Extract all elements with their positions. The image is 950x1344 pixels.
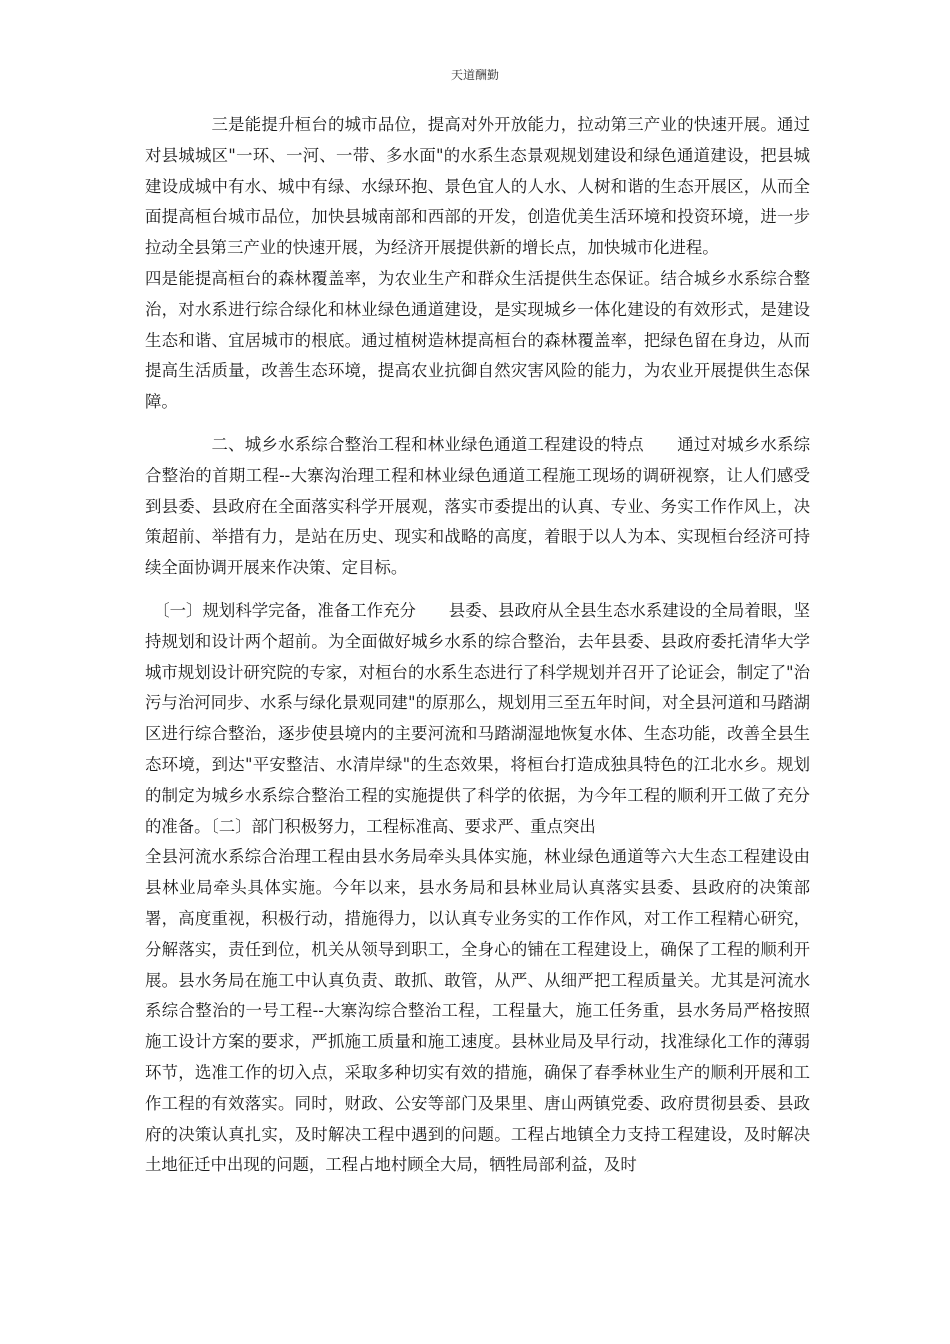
document-body — [145, 110, 810, 1181]
paragraph-planning: 〔一〕规划科学完备，准备工作充分 县委、县政府从全县生态水系建设的全局着眼，坚持规划和设计两个超前。为全面做好城乡水系的综合整治，去年县委、县政府委托清华大学城市规划设计研究院的专家，对桓台的水系生态进行了科学规划并召开了论证会，制定了"治污与治河同步、水系与绿化景观同建"的原那么，规划用三至五年时间，对全县河道和马踏湖区进行综合整治，逐步使县境内的主要河流和马踏湖湿地恢复水体、生态功能，改善全县生态环境，到达"平安整洁、水清岸绿"的生态效果，将桓台打造成独具特色的江北水乡。规划的制定为城乡水系综合整治工程的实施提供了科学的依据，为今年工程的顺利开工做了充分的准备。〔二〕部门积极努力，工程标准高、要求严、重点突出 — [145, 600, 810, 836]
page-header: 天道酬勤 — [450, 68, 499, 82]
paragraph-implementation: 全县河流水系综合治理工程由县水务局牵头具体实施，林业绿色通道等六大生态工程建设由县林业局牵头具体实施。今年以来，县水务局和县林业局认真落实县委、县政府的决策部署，高度重视，积极行动，措施得力，以认真专业务实的工作作风，对工作工程精心研究，分解落实，责任到位，机关从领导到职工，全身心的铺在工程建设上，确保了工程的顺利开展。县水务局在施工中认真负责、敢抓、敢管，从严、从细严把工程质量关。尤其是河流水系综合整治的一号工程--大寨沟综合整治工程，工程量大，施工任务重，县水务局严格按照施工设计方案的要求，严抓施工质量和施工速度。县林业局及早行动，找准绿化工作的薄弱环节，选准工作的切入点，采取多种切实有效的措施，确保了春季林业生产的顺利开展和工作工程的有效落实。同时，财政、公安等部门及果里、唐山两镇党委、政府贯彻县委、县政府的决策认真扎实，及时解决工程中遇到的问题。工程占地镇全力支持工程建设，及时解决土地征迁中出现的问题，工程占地村顾全大局，牺牲局部利益，及时 — [145, 847, 810, 1175]
paragraph-forest-coverage: 四是能提高桓台的森林覆盖率，为农业生产和群众生活提供生态保证。结合城乡水系综合整治，对水系进行综合绿化和林业绿色通道建设，是实现城乡一体化建设的有效形式，是建设生态和谐、宜居城市的根底。通过植树造林提高桓台的森林覆盖率，把绿色留在身边，从而提高生活质量，改善生态环境，提高农业抗御自然灾害风险的能力，为农业开展提供生态保障。 — [145, 268, 810, 412]
paragraph-city-quality: 三是能提升桓台的城市品位，提高对外开放能力，拉动第三产业的快速开展。通过对县城城区"一环、一河、一带、多水面"的水系生态景观规划建设和绿色通道建设，把县城建设成城中有水、城中有绿、水绿环抱、景色宜人的人水、人树和谐的生态开展区，从而全面提高桓台城市品位，加快县城南部和西部的开发，创造优美生活环境和投资环境，进一步拉动全县第三产业的快速开展，为经济开展提供新的增长点，加快城市化进程。 — [145, 115, 810, 258]
paragraph-project-features: 二、城乡水系综合整治工程和林业绿色通道工程建设的特点 通过对城乡水系综合整治的首期工程--大寨沟治理工程和林业绿色通道工程施工现场的调研视察，让人们感受到县委、县政府在全面落实科学开展观，落实市委提出的认真、专业、务实工作作风上，决策超前、举措有力，是站在历史、现实和战略的高度，着眼于以人为本、实现桓台经济可持续全面协调开展来作决策、定目标。 — [145, 434, 810, 578]
